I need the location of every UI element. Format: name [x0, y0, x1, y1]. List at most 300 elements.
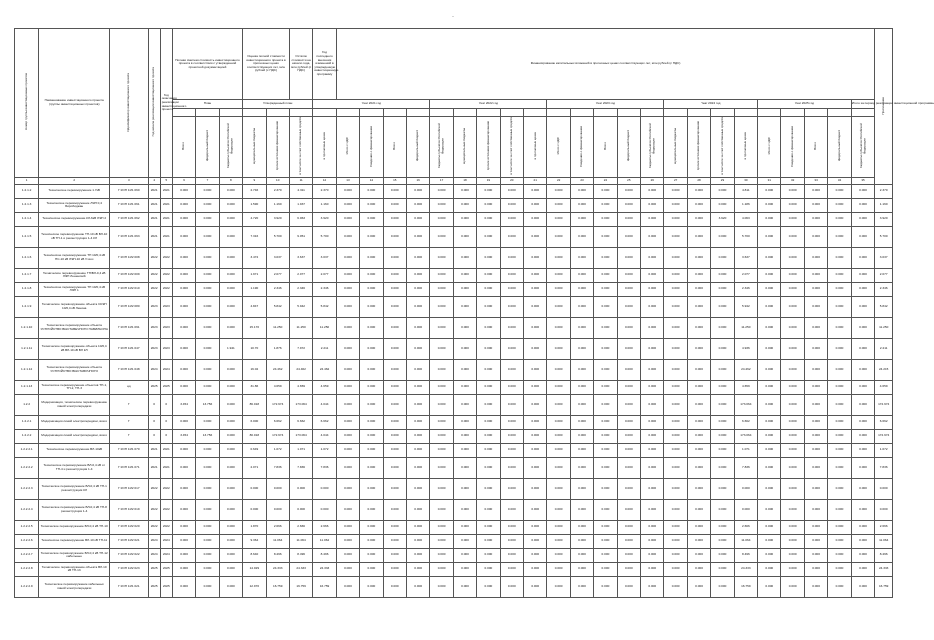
row-value: 0.000 [383, 415, 406, 429]
column-number: 14 [360, 177, 383, 184]
row-value: 0.000 [617, 415, 640, 429]
row-value: 0.000 [687, 478, 710, 499]
header-sub-11: федеральный бюджет [406, 117, 429, 178]
page-marker: · [452, 14, 454, 20]
row-value: 0.000 [664, 282, 687, 296]
row-value: 0.000 [477, 198, 500, 212]
row-value: 8.496 [289, 548, 312, 562]
row-value: 0.000 [360, 394, 383, 415]
row-value: 2.666 [875, 520, 893, 534]
row-value: 0.000 [547, 478, 570, 499]
row-value: 0.000 [804, 198, 827, 212]
row-value: 0.000 [547, 184, 570, 198]
row-value: 0.000 [547, 198, 570, 212]
row-year-end: 2021 [160, 184, 172, 198]
row-value: 0.000 [594, 520, 617, 534]
row-value: 0.000 [758, 282, 781, 296]
row-value: 0.000 [547, 415, 570, 429]
row-value: 8.496 [734, 548, 757, 562]
row-value: 0.000 [851, 226, 875, 247]
row-value: 0.000 [336, 457, 359, 478]
row-year-start: 2023 [148, 338, 160, 359]
column-number: 10 [266, 177, 289, 184]
row-value: 2.346 [734, 282, 757, 296]
row-value: 0.000 [617, 212, 640, 226]
row-value: 0.000 [711, 317, 734, 338]
row-value: 0.000 [172, 478, 195, 499]
row-value: 5.942 [734, 296, 757, 317]
header-sub-5: прочие источники финансирования [266, 117, 289, 178]
row-value: 0.000 [641, 296, 664, 317]
header-sub-10: Всего [383, 117, 406, 178]
row-value: 0.000 [711, 520, 734, 534]
row-value: 4.063 [734, 212, 757, 226]
row-value: 0.000 [406, 212, 429, 226]
header-band-cell [313, 109, 336, 117]
row-value: 0.000 [453, 534, 476, 548]
row-value: 0.000 [570, 548, 593, 562]
row-value: 0.000 [196, 457, 219, 478]
row-year-start: 2021 [148, 198, 160, 212]
row-year-end: 2022 [160, 499, 172, 520]
row-value: 173.064 [734, 429, 757, 443]
row-value: 2.077 [734, 268, 757, 282]
row-value: 8.640 [243, 548, 266, 562]
row-value: 0.000 [477, 226, 500, 247]
row-value: 0.000 [687, 247, 710, 268]
row-value: 0.000 [594, 338, 617, 359]
row-value: 6.000 [243, 415, 266, 429]
row-code: 1.2.1.6 [15, 247, 39, 268]
row-value: 0.000 [336, 198, 359, 212]
row-value: 0.000 [570, 429, 593, 443]
row-value: 0.000 [196, 520, 219, 534]
row-value: 0.000 [570, 282, 593, 296]
row-value: 0.000 [500, 562, 523, 576]
row-year-start: 2022 [148, 268, 160, 282]
row-value: 0.000 [594, 443, 617, 457]
row-value: 0.000 [781, 499, 804, 520]
row-value: 172.974 [875, 429, 893, 443]
row-value: 0.000 [711, 576, 734, 597]
row-value: 0.000 [336, 247, 359, 268]
row-value: 0.000 [804, 499, 827, 520]
row-value: 0.000 [758, 443, 781, 457]
row-value: 5.700 [266, 226, 289, 247]
column-number: 20 [500, 177, 523, 184]
header-sub-16: в прогнозных ценах [524, 117, 547, 178]
row-name: Техническое перевооружение ВЛ-0,4 кВ ТП-1 реконструкция КЛ [39, 478, 110, 499]
row-value: 0.000 [617, 562, 640, 576]
row-value: 0.000 [547, 247, 570, 268]
row-value: 0.000 [617, 282, 640, 296]
row-code: 1.2.1.2 [15, 184, 39, 198]
row-value: 0.000 [851, 415, 875, 429]
row-value: 0.000 [664, 226, 687, 247]
table-row [15, 226, 893, 247]
row-value: 0.000 [570, 415, 593, 429]
row-id: Г КОН 1И1 070 [110, 443, 148, 457]
row-code: 1.2.2.2 [15, 429, 39, 443]
row-id: Г КОН 1И2 021 [110, 534, 148, 548]
row-value: 0.000 [453, 380, 476, 394]
row-id: Г КОН 1И1 061 [110, 198, 148, 212]
row-name: Техническое перевооружение объекта СКЭП 10/0,4 кВ Ленина [39, 296, 110, 317]
row-value: 0.000 [851, 317, 875, 338]
row-value: 0.000 [570, 457, 593, 478]
row-value: 0.000 [219, 394, 242, 415]
column-number: 33 [804, 177, 827, 184]
row-value: 3.920 [313, 212, 336, 226]
column-number: 31 [758, 177, 781, 184]
header-sub-25: в прогнозных ценах [734, 117, 757, 178]
row-value: 0.000 [406, 247, 429, 268]
row-value: 13.756 [196, 429, 219, 443]
row-value: 0.000 [547, 562, 570, 576]
row-value: 0.000 [828, 520, 851, 534]
row-name: Техническое перевооружение ТП-10 кВ ВЛ-10 кВ ТП-1 и реконструкция 1-4 КЛ [39, 226, 110, 247]
row-value: 0.000 [453, 548, 476, 562]
column-number: 11 [289, 177, 312, 184]
row-value: 1.870 [243, 520, 266, 534]
header-band-cell [804, 109, 827, 117]
header-band-cell [524, 109, 547, 117]
row-value: 0.000 [594, 296, 617, 317]
row-value: 0.000 [781, 534, 804, 548]
header-band-cell [500, 109, 523, 117]
row-value: 0.649 [243, 443, 266, 457]
row-value: 0.000 [570, 478, 593, 499]
row-value: 1.186 [734, 198, 757, 212]
column-number: 13 [336, 177, 359, 184]
row-value: 0.000 [617, 296, 640, 317]
row-value: 0.000 [641, 415, 664, 429]
row-value: 0.000 [453, 212, 476, 226]
row-value: 5.700 [734, 226, 757, 247]
row-value: 2.346 [266, 282, 289, 296]
row-value: 0.000 [804, 317, 827, 338]
row-value: 0.000 [477, 296, 500, 317]
row-value: 0.000 [851, 359, 875, 380]
row-value: 0.000 [758, 226, 781, 247]
row-value: 11.064 [875, 534, 893, 548]
row-value: 24.462 [266, 359, 289, 380]
row-value: 0.000 [430, 562, 453, 576]
row-value: 0.000 [196, 499, 219, 520]
row-value: 0.000 [477, 317, 500, 338]
row-value: 0.000 [383, 548, 406, 562]
row-value: 0.000 [781, 247, 804, 268]
row-year-end: 0 [160, 394, 172, 415]
row-value: 0.000 [524, 562, 547, 576]
row-value: 80.018 [243, 429, 266, 443]
column-number: 24 [594, 177, 617, 184]
row-value: 0.000 [641, 548, 664, 562]
row-value: 0.000 [804, 184, 827, 198]
row-value: 0.000 [406, 184, 429, 198]
row-value: 0.000 [336, 429, 359, 443]
row-value: 0.000 [360, 576, 383, 597]
row-value: 0.000 [641, 282, 664, 296]
row-value: 0.000 [547, 268, 570, 282]
row-value: 0.000 [196, 268, 219, 282]
row-code: 1.2.2.2.3 [15, 478, 39, 499]
row-value: 0.000 [172, 268, 195, 282]
column-number: 21 [524, 177, 547, 184]
row-value: 0.000 [594, 562, 617, 576]
row-value: 0.000 [641, 534, 664, 548]
row-value: 0.000 [383, 394, 406, 415]
row-value: 0.000 [664, 576, 687, 597]
row-value: 0.000 [336, 212, 359, 226]
row-year-start: 0 [148, 415, 160, 429]
row-value: 0.000 [758, 184, 781, 198]
row-value: 0.000 [547, 380, 570, 394]
row-value: 0.000 [196, 562, 219, 576]
row-value: 0.000 [477, 282, 500, 296]
table-row [15, 520, 893, 534]
row-id: Г КОН 1И1 047 [110, 338, 148, 359]
row-value: 0.000 [594, 184, 617, 198]
row-value: 3.920 [266, 212, 289, 226]
row-value: 11.250 [734, 317, 757, 338]
row-value: 0.000 [524, 457, 547, 478]
row-value: 0.000 [828, 317, 851, 338]
row-code: 1.2.2.2.8 [15, 562, 39, 576]
row-value: 0.000 [875, 499, 893, 520]
row-value: 0.000 [804, 282, 827, 296]
header-sub-2: федеральный бюджет [196, 117, 219, 178]
row-value: 0.000 [594, 317, 617, 338]
table-row [15, 184, 893, 198]
row-value: 0.000 [851, 184, 875, 198]
row-code: 1.2.1.8 [15, 282, 39, 296]
row-value: 0.000 [219, 268, 242, 282]
row-value: 0.000 [641, 380, 664, 394]
row-id: Г КОН 1И2 017 [110, 478, 148, 499]
row-value: 0.000 [196, 247, 219, 268]
row-value: 0.000 [524, 184, 547, 198]
row-value: 0.000 [406, 317, 429, 338]
row-name: Техническое перевооружение объекта УСТРОЙСТВО ВЫСТАВЕЧНОГО ПАВИЛЬОНА [39, 317, 110, 338]
row-value: 0.000 [196, 359, 219, 380]
row-year-start: 0 [148, 429, 160, 443]
row-value: 0.000 [406, 282, 429, 296]
row-value: 0.000 [524, 317, 547, 338]
row-value: 0.000 [594, 380, 617, 394]
row-value: 0.000 [617, 548, 640, 562]
row-value: 0.000 [360, 534, 383, 548]
row-value: 1.876 [266, 338, 289, 359]
header-year-end: Год окончания реализации инвестиционного проекта [160, 29, 172, 178]
row-value: 0.000 [828, 415, 851, 429]
row-value: 5.842 [875, 296, 893, 317]
row-year-start: 2024 [148, 548, 160, 562]
row-value: 0.000 [758, 576, 781, 597]
row-id: Г КОН 1И1 062 [110, 212, 148, 226]
row-value: 0.000 [804, 576, 827, 597]
row-year-end: 0 [160, 415, 172, 429]
row-value: 3.920 [875, 212, 893, 226]
row-year-start: 2021 [148, 184, 160, 198]
row-code: 1.2.2.2.5 [15, 520, 39, 534]
row-value: 0.000 [500, 520, 523, 534]
row-value: 14.029 [243, 562, 266, 576]
row-value: 0.000 [360, 247, 383, 268]
row-value: 0.000 [266, 478, 289, 499]
column-number: 27 [664, 177, 687, 184]
row-value: 0.000 [851, 443, 875, 457]
row-id: Г КОН 1И1 021 [110, 576, 148, 597]
row-id: Г КОН 1И1 060 [110, 184, 148, 198]
table-row [15, 380, 893, 394]
table-row [15, 548, 893, 562]
row-value: 0.000 [477, 429, 500, 443]
row-value: 0.000 [617, 359, 640, 380]
row-value: 0.000 [383, 429, 406, 443]
row-value: 1.072 [313, 443, 336, 457]
row-value: 1.590 [243, 198, 266, 212]
row-value: 0.000 [524, 268, 547, 282]
row-value: 0.000 [547, 576, 570, 597]
row-value: 0.000 [336, 443, 359, 457]
row-value: 0.000 [383, 359, 406, 380]
row-value: 0.000 [453, 247, 476, 268]
row-value: 0.000 [430, 576, 453, 597]
row-value: 0.000 [430, 429, 453, 443]
header-name: Наименование инвестиционного проекта (группы инвестиционных проектов) [39, 29, 110, 178]
table-row [15, 247, 893, 268]
row-value: 0.000 [851, 562, 875, 576]
row-value: 0.000 [664, 548, 687, 562]
row-value: 0.000 [781, 415, 804, 429]
row-year-end: 2021 [160, 226, 172, 247]
row-value: 1.941 [219, 338, 242, 359]
column-number: 28 [687, 177, 710, 184]
row-value: 0.000 [687, 534, 710, 548]
row-value: 0.000 [172, 576, 195, 597]
header-estimate: Полная сметная стоимость инвестиционного проекта в соответствии с утвержденной проектной документацией [172, 29, 242, 100]
row-value: 0.000 [758, 394, 781, 415]
header-band-cell [711, 109, 734, 117]
row-year-end: 2022 [160, 268, 172, 282]
row-value: 0.000 [336, 317, 359, 338]
row-value: 0.000 [687, 548, 710, 562]
row-year-end: 2021 [160, 212, 172, 226]
row-value: 0.000 [172, 520, 195, 534]
row-value: 2.666 [313, 520, 336, 534]
header-sub-15: в том числе за счет собственных средств [500, 117, 523, 178]
row-value: 0.000 [570, 268, 593, 282]
row-value: 0.000 [500, 359, 523, 380]
row-value: 0.000 [641, 576, 664, 597]
column-number: 3 [110, 177, 148, 184]
row-value: 0.000 [453, 429, 476, 443]
row-value: 11.064 [734, 534, 757, 548]
row-value: 3.037 [266, 247, 289, 268]
row-value: 0.000 [219, 478, 242, 499]
row-name: Модернизация линий электропередачи, всего [39, 415, 110, 429]
row-year-end: 2022 [160, 247, 172, 268]
row-value: 0.000 [594, 478, 617, 499]
row-value: 0.000 [687, 576, 710, 597]
investment-table [14, 28, 934, 590]
row-value: 0.000 [547, 282, 570, 296]
row-value: 0.000 [804, 268, 827, 282]
row-value: 0.000 [547, 534, 570, 548]
row-value: 0.000 [711, 268, 734, 282]
row-value: 1.190 [243, 282, 266, 296]
row-value: 0.000 [664, 534, 687, 548]
row-value: 0.000 [687, 520, 710, 534]
row-value: 0.000 [617, 457, 640, 478]
row-value: 9.051 [289, 226, 312, 247]
row-value: 0.000 [711, 415, 734, 429]
row-year-end: 0 [160, 429, 172, 443]
row-value: 0.000 [430, 317, 453, 338]
header-sub-29: федеральный бюджет [828, 117, 851, 178]
row-value: 0.000 [851, 212, 875, 226]
row-value: 0.000 [172, 380, 195, 394]
row-value: 24.333 [266, 562, 289, 576]
header-year-4: Year 2024 год [664, 100, 758, 109]
row-value: 0.000 [243, 478, 266, 499]
row-value: 11.064 [289, 534, 312, 548]
row-value: 0.000 [500, 499, 523, 520]
row-value: 4.659 [875, 380, 893, 394]
column-number: 32 [781, 177, 804, 184]
header-sub-17: Итого с НДС [547, 117, 570, 178]
row-value: 0.000 [219, 562, 242, 576]
row-value: 0.000 [804, 429, 827, 443]
row-value: 0.000 [687, 394, 710, 415]
row-value: 0.000 [851, 499, 875, 520]
header-year-5: Year 2025 год [758, 100, 852, 109]
row-value: 1.071 [734, 443, 757, 457]
row-value: 0.000 [172, 184, 195, 198]
column-number: 18 [453, 177, 476, 184]
row-id: Г КОН 1И2 009 [110, 268, 148, 282]
row-value: 0.000 [406, 415, 429, 429]
row-value: 0.000 [477, 338, 500, 359]
row-value: 0.000 [828, 184, 851, 198]
row-value: 0.000 [828, 198, 851, 212]
row-value: 0.000 [641, 338, 664, 359]
row-year-end: 2021 [160, 457, 172, 478]
row-value: 6.063 [289, 212, 312, 226]
row-value: 0.000 [664, 394, 687, 415]
row-value: 0.000 [360, 443, 383, 457]
row-value: 24.462 [734, 359, 757, 380]
row-value: 2.077 [875, 268, 893, 282]
row-value: 0.000 [547, 548, 570, 562]
column-number: 19 [477, 177, 500, 184]
row-value: 0.000 [594, 429, 617, 443]
header-code: Номер группы инвестиционных проектов [15, 29, 39, 178]
row-value: 0.000 [758, 548, 781, 562]
row-value: 0.000 [406, 359, 429, 380]
row-value: 172.974 [875, 394, 893, 415]
row-value: 0.000 [383, 212, 406, 226]
row-value: 0.000 [383, 380, 406, 394]
header-band-cell [430, 109, 453, 117]
table-row [15, 562, 893, 576]
row-value: 0.000 [500, 429, 523, 443]
row-value: 0.000 [570, 520, 593, 534]
row-value: 0.000 [196, 184, 219, 198]
row-value: 0.000 [524, 429, 547, 443]
row-value: 9.364 [243, 534, 266, 548]
